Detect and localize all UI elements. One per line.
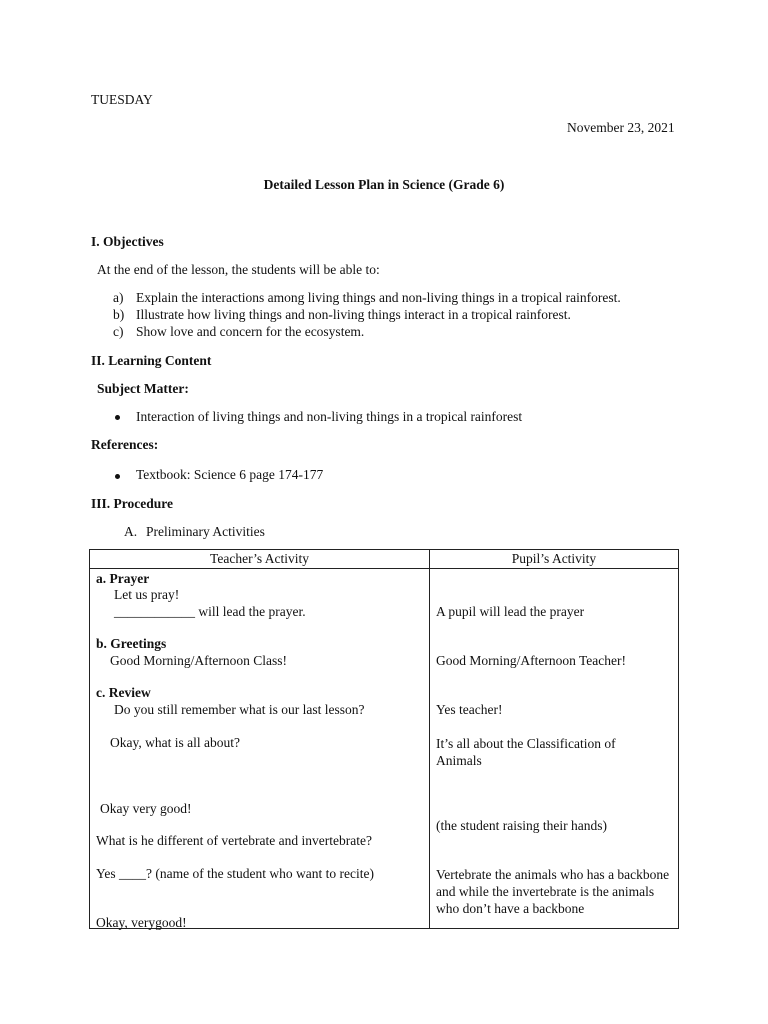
activities-table [89,549,679,929]
references-item: Textbook: Science 6 page 174-177 [136,467,324,482]
procedure-heading: III. Procedure [91,496,173,511]
learning-content-heading: II. Learning Content [91,353,212,368]
bullet-icon [115,415,120,420]
teacher-line: ____________ will lead the prayer. [114,604,306,619]
teacher-line: Okay, verygood! [96,915,187,930]
pupil-line: It’s all about the Classification of Animals [436,736,616,768]
objective-text: Explain the interactions among living things and non-living things in a tropical rainforest. [136,290,621,305]
subject-matter-label: Subject Matter: [97,381,189,396]
teacher-line: Okay, what is all about? [110,735,240,750]
review-label: c. Review [96,685,151,700]
column-header-teacher: Teacher’s Activity [90,550,430,569]
list-marker: b) [113,307,125,322]
table-row [90,569,679,929]
objectives-heading: I. Objectives [91,234,164,249]
pupil-activity-cell [430,569,679,929]
bullet-icon [115,474,120,479]
pupil-line: Vertebrate the animals who has a backbone and while the invertebrate is the animals who don’t have a backbone [436,867,670,916]
pupil-line: Yes teacher! [436,702,503,717]
greetings-label: b. Greetings [96,636,167,651]
preliminary-marker: A. [124,524,138,539]
pupil-line: Good Morning/Afternoon Teacher! [436,653,627,668]
preliminary-activities-heading: Preliminary Activities [146,524,265,539]
teacher-line: What is he different of vertebrate and invertebrate? [96,833,372,848]
teacher-line: Yes ____? (name of the student who want to recite) [96,866,374,881]
page-title: Detailed Lesson Plan in Science (Grade 6) [263,177,505,192]
teacher-activity-cell [90,569,430,929]
teacher-line: Good Morning/Afternoon Class! [110,653,287,668]
prayer-label: a. Prayer [96,571,150,586]
list-marker: a) [113,290,124,305]
teacher-line: Okay very good! [100,801,192,816]
objective-text: Show love and concern for the ecosystem. [136,324,365,339]
objective-text: Illustrate how living things and non-living things interact in a tropical rainforest. [136,307,571,322]
pupil-line: A pupil will lead the prayer [436,604,585,619]
objectives-intro: At the end of the lesson, the students will be able to: [97,262,380,277]
subject-matter-item: Interaction of living things and non-living things in a tropical rainforest [136,409,523,424]
column-header-pupil: Pupil’s Activity [430,550,679,569]
date-label: November 23, 2021 [567,120,675,135]
references-label: References: [91,437,159,452]
day-label: TUESDAY [91,92,153,107]
pupil-line: (the student raising their hands) [436,818,607,833]
list-marker: c) [113,324,124,339]
teacher-line: Let us pray! [114,587,180,602]
table-header-row [90,550,679,569]
teacher-line: Do you still remember what is our last lesson? [114,702,365,717]
